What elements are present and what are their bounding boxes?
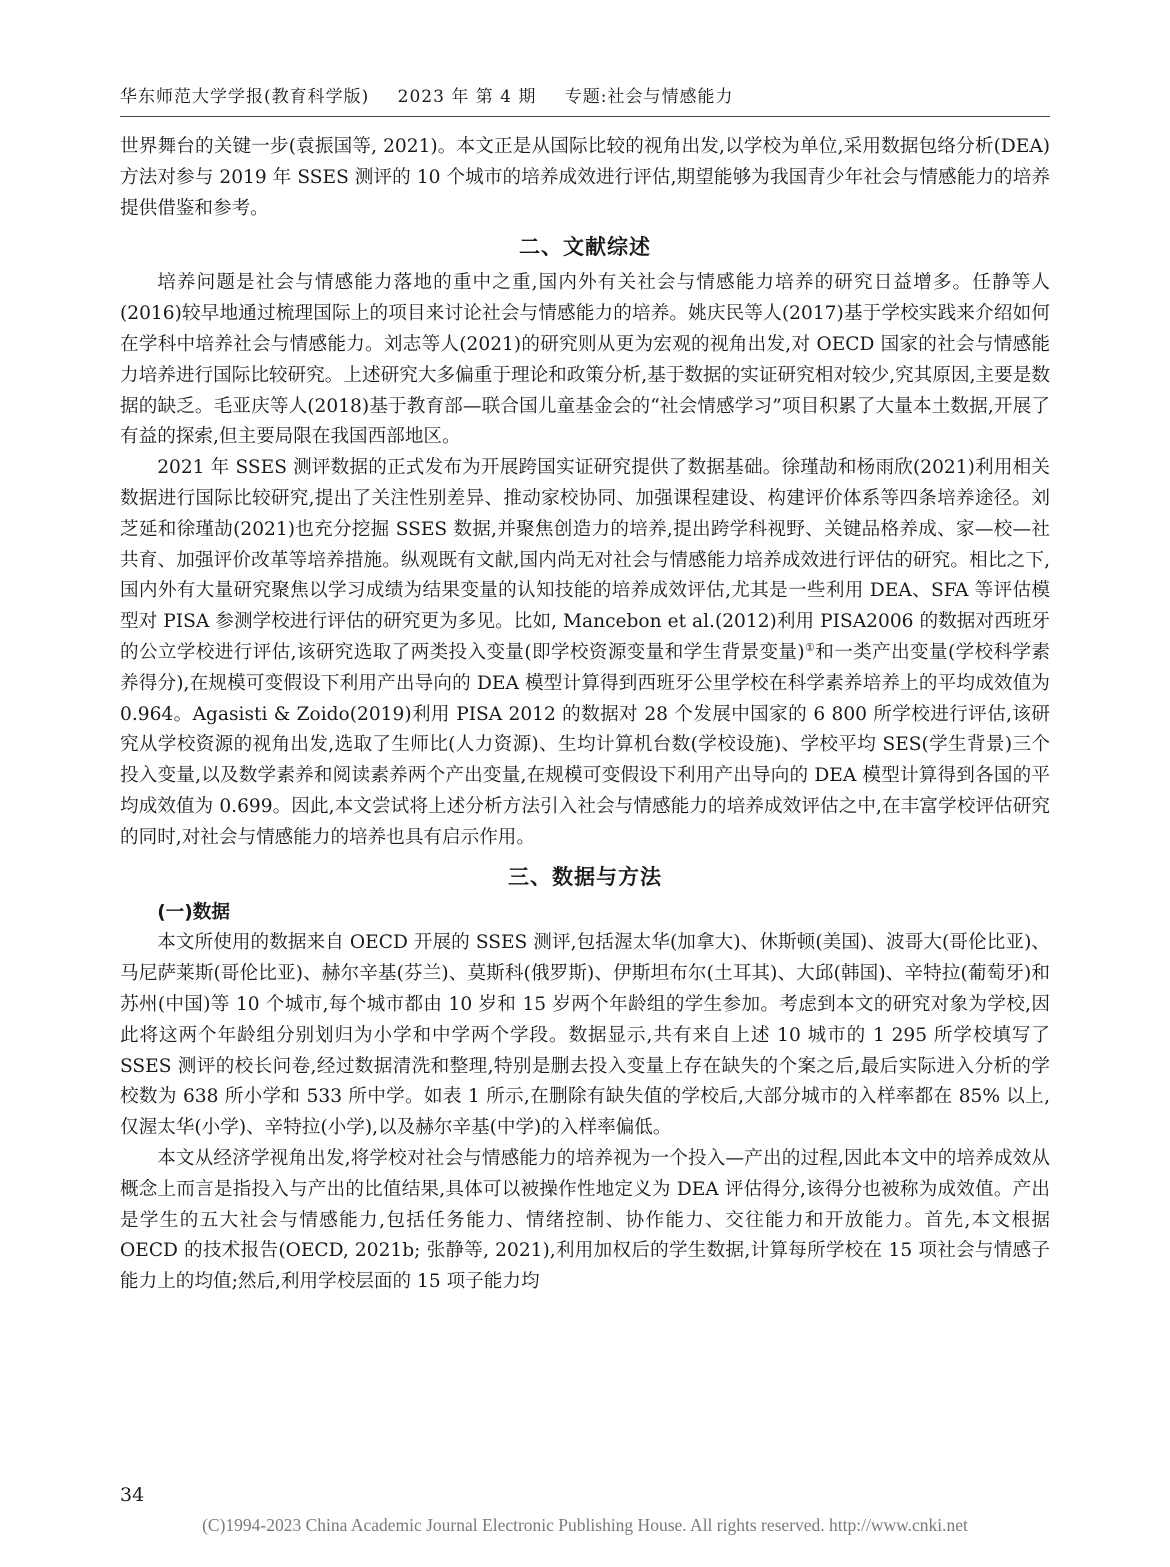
- section-3-heading: 三、数据与方法: [508, 864, 662, 889]
- copyright-footer: (C)1994-2023 China Academic Journal Electronic Publishing House. All rights reserved. http://www.cnki.net: [202, 1515, 968, 1535]
- section-2-heading: 二、文献综述: [519, 235, 651, 260]
- section-2-paragraph-1: 培养问题是社会与情感能力落地的重中之重,国内外有关社会与情感能力培养的研究日益增多。任静等人(2016)较早地通过梳理国际上的项目来讨论社会与情感能力的培养。姚庆民等人(2017)基于学校实践来介绍如何在学科中培养社会与情感能力。刘志等人(2021)的研究则从更为宏观的视角出发,对 OECD 国家的社会与情感能力培养进行国际比较研究。上述研究大多偏重于理论和政策分析,基于数据的实证研究相对较少,究其原因,主要是数据的缺乏。毛亚庆等人(2018)基于教育部—联合国儿童基金会的“社会情感学习”项目积累了大量本土数据,开展了有益的探索,但主要局限在我国西部地区。: [120, 272, 1050, 448]
- topic-label: 专题:社会与情感能力: [564, 87, 734, 107]
- article-body: [120, 132, 1050, 1298]
- header-divider: [120, 116, 1050, 117]
- journal-name: 华东师范大学学报(教育科学版): [120, 87, 370, 107]
- running-header: [120, 82, 1050, 107]
- paragraph-2-text-b: 和一类产出变量(学校科学素养得分),在规模可变假设下利用产出导向的 DEA 模型计算得到西班牙公里学校在科学素养培养上的平均成效值为 0.964。Agasisti & Zoido(2019)利用 PISA 2012 的数据对 28 个发展中国家的 6 800 所学校进行评估,该研究从学校资源的视角出发,选取了生师比(人力资源)、生均计算机台数(学校设施)、学校平均 SES(学生背景)三个投入变量,以及数学素养和阅读素养两个产出变量,在规模可变假设下利用产出导向的 DEA 模型计算得到各国的平均成效值为 0.699。因此,本文尝试将上述分析方法引入社会与情感能力的培养成效评估之中,在丰富学校评估研究的同时,对社会与情感能力的培养也具有启示作用。: [120, 641, 1050, 848]
- footnote-marker[interactable]: ①: [804, 640, 816, 654]
- section-3-paragraph-2: 本文从经济学视角出发,将学校对社会与情感能力的培养视为一个投入—产出的过程,因此本文中的培养成效从概念上而言是指投入与产出的比值结果,具体可以被操作性地定义为 DEA 评估得分,该得分也被称为成效值。产出是学生的五大社会与情感能力,包括任务能力、情绪控制、协作能力、交往能力和开放能力。首先,本文根据 OECD 的技术报告(OECD, 2021b; 张静等, 2021),利用加权后的学生数据,计算每所学校在 15 项社会与情感子能力上的均值;然后,利用学校层面的 15 项子能力均: [120, 1147, 1050, 1293]
- issue-label: 2023 年 第 4 期: [397, 87, 537, 107]
- section-2-paragraph-2: [120, 453, 1050, 853]
- intro-paragraph: 世界舞台的关键一步(袁振国等, 2021)。本文正是从国际比较的视角出发,以学校为单位,采用数据包络分析(DEA)方法对参与 2019 年 SSES 测评的 10 个城市的培养成效进行评估,期望能够为我国青少年社会与情感能力的培养提供借鉴和参考。: [120, 136, 1050, 219]
- section-3-paragraph-1: 本文所使用的数据来自 OECD 开展的 SSES 测评,包括渥太华(加拿大)、休斯顿(美国)、波哥大(哥伦比亚)、马尼萨莱斯(哥伦比亚)、赫尔辛基(芬兰)、莫斯科(俄罗斯)、伊斯坦布尔(土耳其)、大邱(韩国)、辛特拉(葡萄牙)和苏州(中国)等 10 个城市,每个城市都由 10 岁和 15 岁两个年龄组的学生参加。考虑到本文的研究对象为学校,因此将这两个年龄组分别划归为小学和中学两个学段。数据显示,共有来自上述 10 城市的 1 295 所学校填写了 SSES 测评的校长问卷,经过数据清洗和整理,特别是删去投入变量上存在缺失的个案之后,最后实际进入分析的学校数为 638 所小学和 533 所中学。如表 1 所示,在删除有缺失值的学校后,大部分城市的入样率都在 85% 以上,仅渥太华(小学)、辛特拉(小学),以及赫尔辛基(中学)的入样率偏低。: [120, 932, 1050, 1139]
- page-number: 34: [120, 1484, 145, 1506]
- subsection-data-heading: (一)数据: [157, 901, 230, 923]
- paragraph-2-text-a: 2021 年 SSES 测评数据的正式发布为开展跨国实证研究提供了数据基础。徐瑾劼和杨雨欣(2021)利用相关数据进行国际比较研究,提出了关注性别差异、推动家校协同、加强课程建设、构建评价体系等四条培养途径。刘芝延和徐瑾劼(2021)也充分挖掘 SSES 数据,并聚焦创造力的培养,提出跨学科视野、关键品格养成、家—校—社共育、加强评价改革等培养措施。纵观既有文献,国内尚无对社会与情感能力培养成效进行评估的研究。相比之下,国内外有大量研究聚焦以学习成绩为结果变量的认知技能的培养成效评估,尤其是一些利用 DEA、SFA 等评估模型对 PISA 参测学校进行评估的研究更为多见。比如, Mancebon et al.(2012)利用 PISA2006 的数据对西班牙的公立学校进行评估,该研究选取了两类投入变量(即学校资源变量和学生背景变量): [120, 457, 1050, 663]
